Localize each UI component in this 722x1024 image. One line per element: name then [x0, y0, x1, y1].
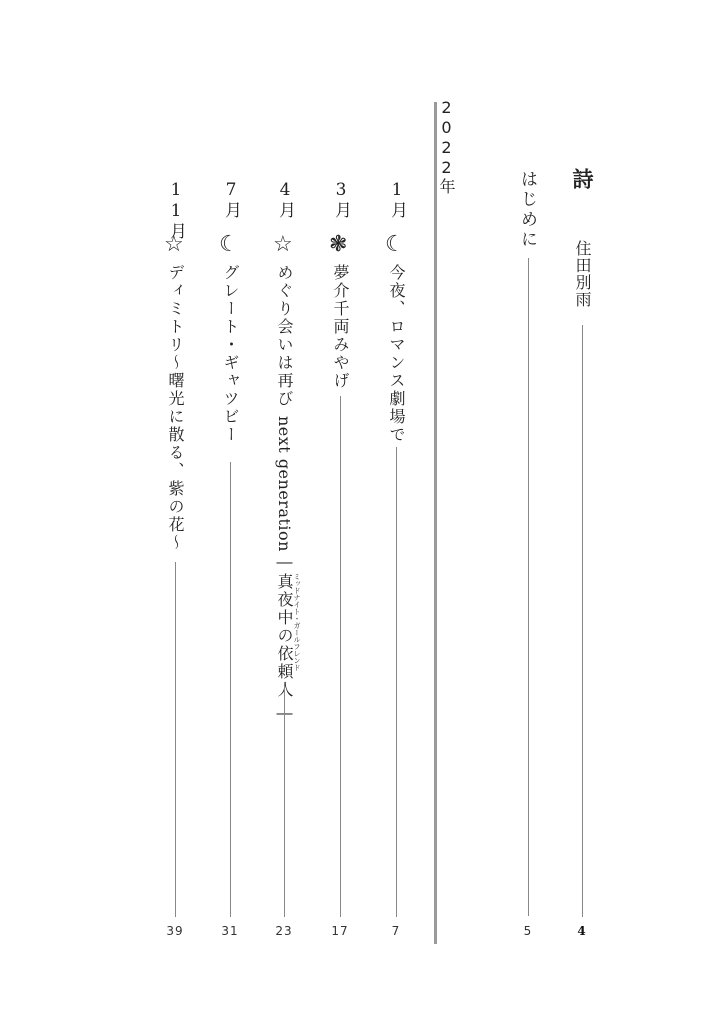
entry-title[interactable]: ディミトリ～曙光に散る、紫の花～ [166, 264, 185, 552]
year-divider-rule [434, 102, 437, 944]
year-label: 2022年 [437, 98, 456, 195]
entry-title[interactable] [275, 264, 301, 724]
entry-month: 1月 [387, 180, 407, 219]
preface-title[interactable]: はじめに [517, 170, 537, 250]
entry-page-number[interactable]: 23 [275, 924, 293, 938]
entry-month: 11月 [166, 180, 186, 240]
entry-page-number[interactable]: 7 [391, 924, 401, 938]
entry-leader [340, 396, 341, 917]
entry-leader [175, 562, 176, 917]
ruby-annotation: ミッドナイト・ガールフレンド [293, 572, 301, 671]
entry-page-number[interactable]: 39 [166, 924, 184, 938]
star-icon: ☆ [164, 232, 184, 257]
moon-icon: ☾ [385, 232, 405, 257]
entry-month: 7月 [221, 180, 241, 219]
moon-icon: ☾ [219, 232, 239, 257]
entry-title-part: めぐり会いは再び [275, 264, 294, 408]
entry-leader [396, 447, 397, 917]
entry-page-number[interactable]: 31 [221, 924, 239, 938]
entry-title[interactable]: 今夜、ロマンス劇場で [387, 264, 406, 444]
author-name: 住田別雨 [573, 240, 592, 308]
author-page-number[interactable]: 4 [577, 924, 587, 938]
flower-icon: ❃ [329, 232, 348, 257]
author-leader [582, 325, 583, 917]
star-icon: ☆ [273, 232, 293, 257]
entry-title-part: 真夜中の依頼人 [275, 572, 294, 699]
entry-title-latin: next generation [275, 416, 294, 552]
entry-month: 3月 [331, 180, 351, 219]
preface-page-number[interactable]: 5 [523, 924, 533, 938]
entry-leader [284, 686, 285, 917]
poem-heading: 詩 [570, 168, 595, 189]
preface-leader [528, 258, 529, 916]
entry-title[interactable]: グレート・ギャツビー [221, 264, 240, 444]
entry-title[interactable]: 夢介千両みやげ [331, 264, 350, 390]
entry-title-dash: ― [275, 551, 294, 573]
entry-leader [230, 462, 231, 917]
entry-page-number[interactable]: 17 [331, 924, 349, 938]
entry-month: 4月 [275, 180, 295, 219]
entry-title-dash: ― [275, 702, 294, 724]
